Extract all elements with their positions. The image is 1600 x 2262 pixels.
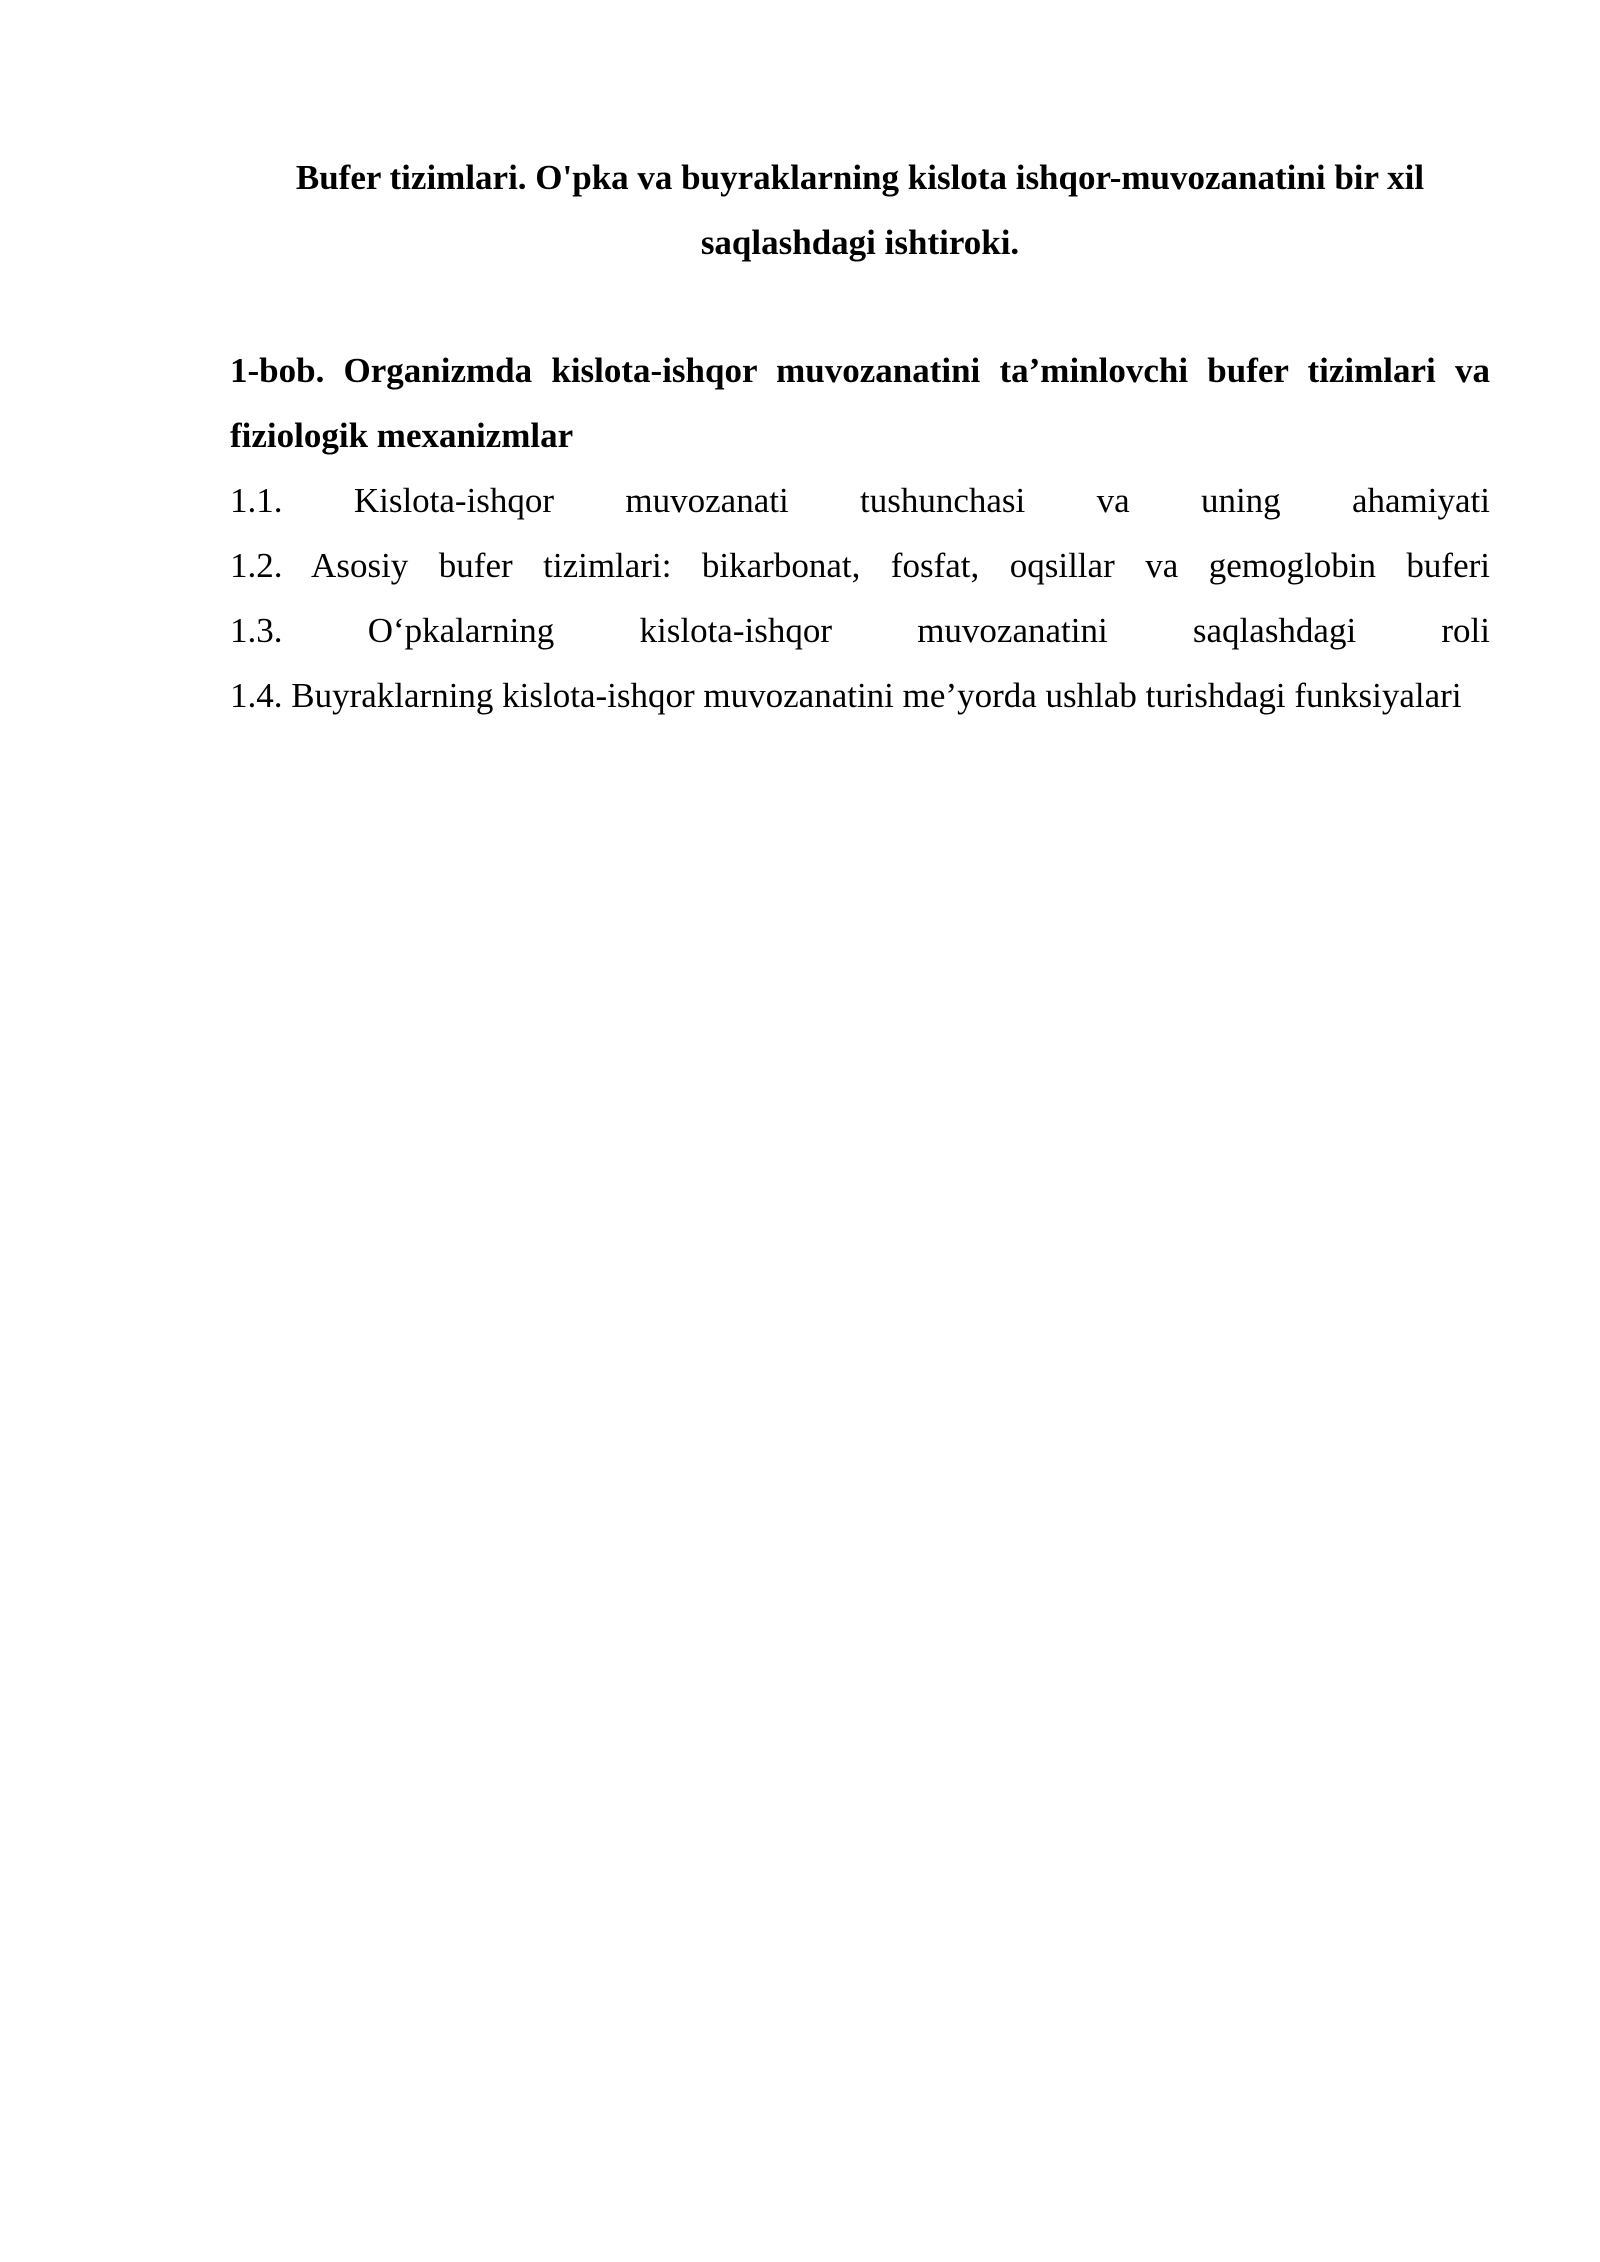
document-title: Bufer tizimlari. O'pka va buyraklarning kislota ishqor-muvozanatini bir xil saqlashdagi ishtiroki.	[295, 158, 1425, 262]
section-item: 1.1. Kislota-ishqor muvozanati tushunchasi va uning ahamiyati	[230, 481, 1490, 520]
section-item: 1.2. Asosiy bufer tizimlari: bikarbonat, fosfat, oqsillar va gemoglobin buferi	[230, 546, 1490, 585]
section-item: 1.3. O‘pkalarning kislota-ishqor muvozanatini saqlashdagi roli	[230, 611, 1490, 650]
section-list	[230, 468, 1490, 728]
section-item: 1.4. Buyraklarning kislota-ishqor muvozanatini me’yorda ushlab turishdagi funksiyalari	[230, 676, 1462, 715]
chapter-heading: 1-bob. Organizmda kislota-ishqor muvozanatini ta’minlovchi bufer tizimlari va fiziologik mexanizmlar	[230, 351, 1490, 455]
